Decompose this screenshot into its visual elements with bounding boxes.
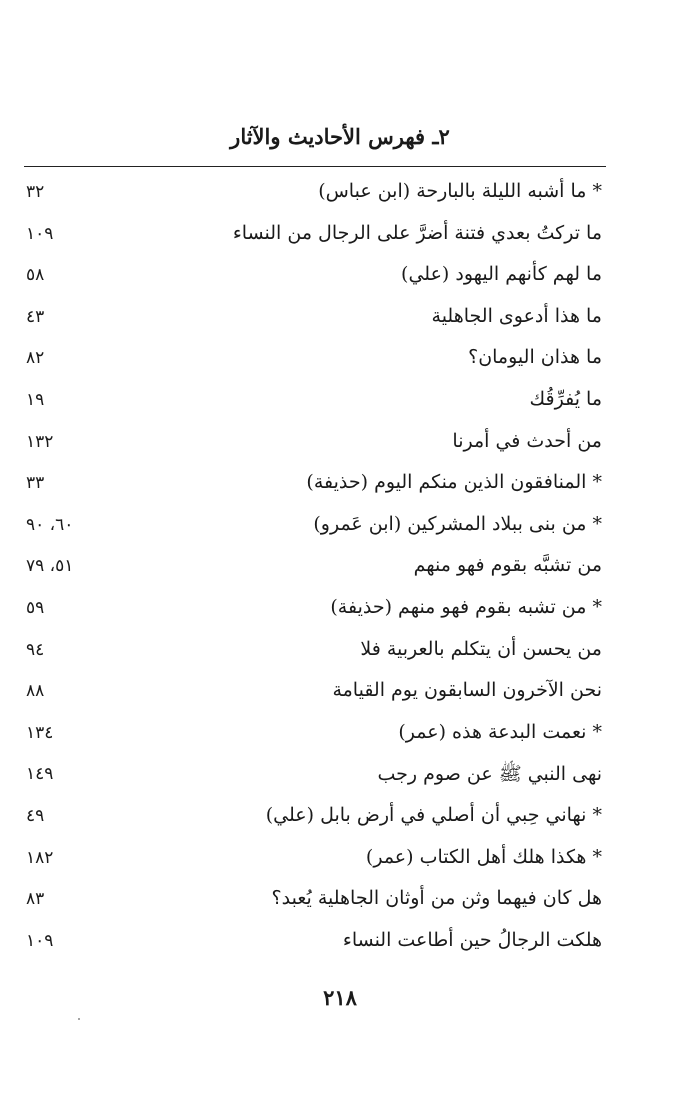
paper-speck — [78, 1018, 80, 1020]
entry-page-refs: ٣٢ — [26, 182, 45, 202]
entry-page-refs: ٣٣ — [26, 473, 45, 494]
entry-text: * نهاني حِبي أن أصلي في أرض بابل (علي) — [265, 803, 602, 826]
list-item — [24, 546, 606, 588]
list-item — [24, 713, 606, 755]
entry-page-refs: ٤٩ — [26, 805, 45, 826]
entry-text: ما يُفرِّقُك — [529, 387, 602, 410]
entry-text: من تشبَّه بقوم فهو منهم — [413, 554, 602, 577]
list-item — [24, 297, 606, 339]
list-item — [24, 214, 606, 256]
list-item — [24, 588, 606, 630]
entry-text: من يحسن أن يتكلم بالعربية فلا — [360, 637, 602, 660]
list-item — [24, 630, 606, 672]
entry-page-refs: ٨٣ — [26, 889, 45, 910]
entry-text: * من بنى ببلاد المشركين (ابن عَمرو) — [313, 512, 602, 535]
entry-text: * المنافقون الذين منكم اليوم (حذيفة) — [306, 471, 602, 494]
list-item — [24, 796, 606, 838]
entry-page-refs: ٥١، ٧٩ — [26, 556, 74, 577]
entry-text: ما هذان اليومان؟ — [468, 346, 602, 369]
entry-text: ما لهم كأنهم اليهود (علي) — [401, 263, 602, 286]
entry-text: نهى النبي ﷺ عن صوم رجب — [377, 763, 602, 786]
entry-text: ما تركتُ بعدي فتنة أضرَّ على الرجال من النساء — [232, 221, 602, 244]
list-item — [24, 422, 606, 464]
entry-page-refs: ١٩ — [26, 389, 45, 410]
entry-page-refs: ٩٤ — [26, 639, 45, 660]
entry-page-refs: ٨٢ — [26, 348, 45, 369]
entry-text: نحن الآخرون السابقون يوم القيامة — [332, 679, 602, 702]
entry-text: من أحدث في أمرنا — [452, 429, 602, 452]
entry-text: * ما أشبه الليلة بالبارحة (ابن عباس) — [318, 180, 602, 202]
entry-page-refs: ١٠٩ — [26, 930, 54, 951]
list-item — [24, 172, 606, 214]
list-item — [24, 921, 606, 963]
list-item — [24, 338, 606, 380]
entry-page-refs: ٨٨ — [26, 681, 45, 702]
list-item — [24, 463, 606, 505]
list-item — [24, 380, 606, 422]
entry-text: هلكت الرجالُ حين أطاعت النساء — [342, 928, 602, 951]
hadith-index-list — [24, 172, 606, 962]
entry-page-refs: ٦٠، ٩٠ — [26, 514, 74, 535]
entry-page-refs: ١٤٩ — [26, 764, 54, 785]
page-number: ٢١٨ — [323, 985, 357, 1010]
entry-page-refs: ١٠٩ — [26, 223, 54, 244]
list-item — [24, 754, 606, 796]
list-item — [24, 838, 606, 880]
list-item — [24, 505, 606, 547]
entry-text: * نعمت البدعة هذه (عمر) — [398, 720, 602, 743]
entry-text: هل كان فيهما وثن من أوثان الجاهلية يُعبد؟ — [271, 887, 602, 910]
entry-page-refs: ١٣٢ — [26, 431, 54, 452]
entry-text: * من تشبه بقوم فهو منهم (حذيفة) — [330, 595, 602, 618]
entry-page-refs: ٥٨ — [26, 265, 45, 286]
header-divider — [24, 166, 606, 167]
page-title: ٢ـ فهرس الأحاديث والآثار — [230, 124, 450, 149]
list-item — [24, 879, 606, 921]
list-item — [24, 255, 606, 297]
entry-page-refs: ٤٣ — [26, 306, 45, 327]
entry-page-refs: ١٨٢ — [26, 847, 54, 868]
list-item — [24, 671, 606, 713]
entry-text: * هكذا هلك أهل الكتاب (عمر) — [365, 845, 602, 868]
entry-page-refs: ٥٩ — [26, 597, 45, 618]
entry-text: ما هذا أدعوى الجاهلية — [431, 304, 602, 327]
entry-page-refs: ١٣٤ — [26, 722, 54, 743]
